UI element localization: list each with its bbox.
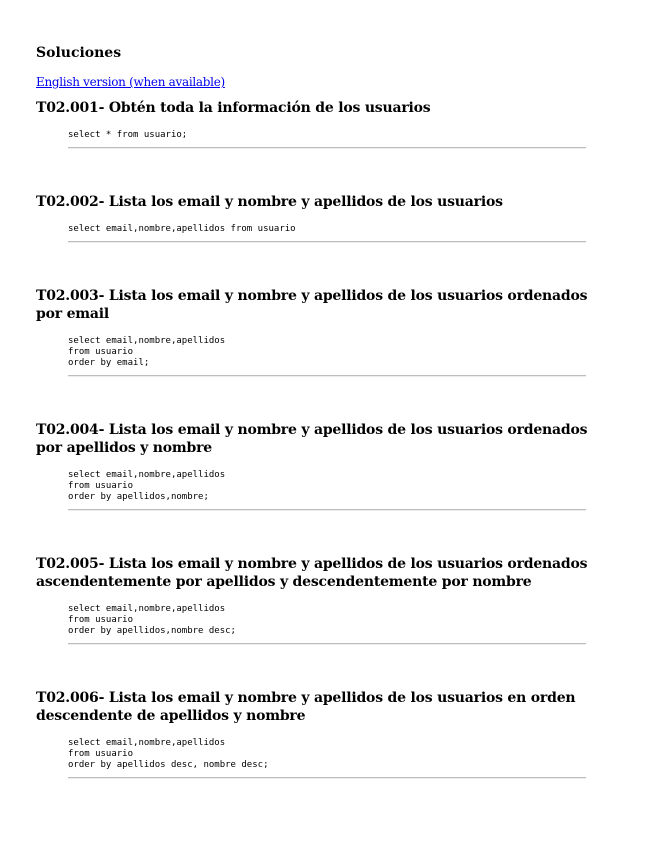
exercise-title: T02.002- Lista los email y nombre y apellidos de los usuarios xyxy=(36,194,503,210)
section-spacer xyxy=(36,377,616,421)
exercise-t02-006 xyxy=(36,689,616,779)
exercise-t02-004 xyxy=(36,421,616,511)
sql-code-block: select email,nombre,apellidos from usuario order by email; xyxy=(68,336,226,368)
exercise-t02-001 xyxy=(36,99,616,149)
exercise-t02-002 xyxy=(36,193,616,243)
sql-code-block: select email,nombre,apellidos from usuario order by apellidos,nombre desc; xyxy=(68,604,236,636)
section-spacer xyxy=(36,645,616,689)
exercise-t02-005 xyxy=(36,555,616,645)
exercise-title: T02.005- Lista los email y nombre y apellidos de los usuarios ordenados ascendentemente por apellidos y descendentemente por nombre xyxy=(36,556,588,590)
sql-code-block: select * from usuario; xyxy=(68,130,188,140)
section-spacer xyxy=(36,511,616,555)
exercise-title: T02.003- Lista los email y nombre y apellidos de los usuarios ordenados por email xyxy=(36,288,588,322)
section-spacer xyxy=(36,149,616,193)
exercise-t02-003 xyxy=(36,287,616,377)
sql-code-block: select email,nombre,apellidos from usuario xyxy=(68,224,296,234)
page-title: Soluciones xyxy=(36,45,122,61)
sql-code-block: select email,nombre,apellidos from usuario order by apellidos,nombre; xyxy=(68,470,226,502)
english-version-link[interactable]: English version (when available) xyxy=(36,75,225,89)
sql-code-block: select email,nombre,apellidos from usuario order by apellidos desc, nombre desc; xyxy=(68,738,269,770)
exercise-title: T02.004- Lista los email y nombre y apellidos de los usuarios ordenados por apellidos y nombre xyxy=(36,422,588,456)
page-content xyxy=(36,44,616,779)
exercise-title: T02.001- Obtén toda la información de los usuarios xyxy=(36,100,431,116)
exercise-title: T02.006- Lista los email y nombre y apellidos de los usuarios en orden descendente de apellidos y nombre xyxy=(36,690,576,724)
divider xyxy=(68,777,586,779)
section-spacer xyxy=(36,243,616,287)
